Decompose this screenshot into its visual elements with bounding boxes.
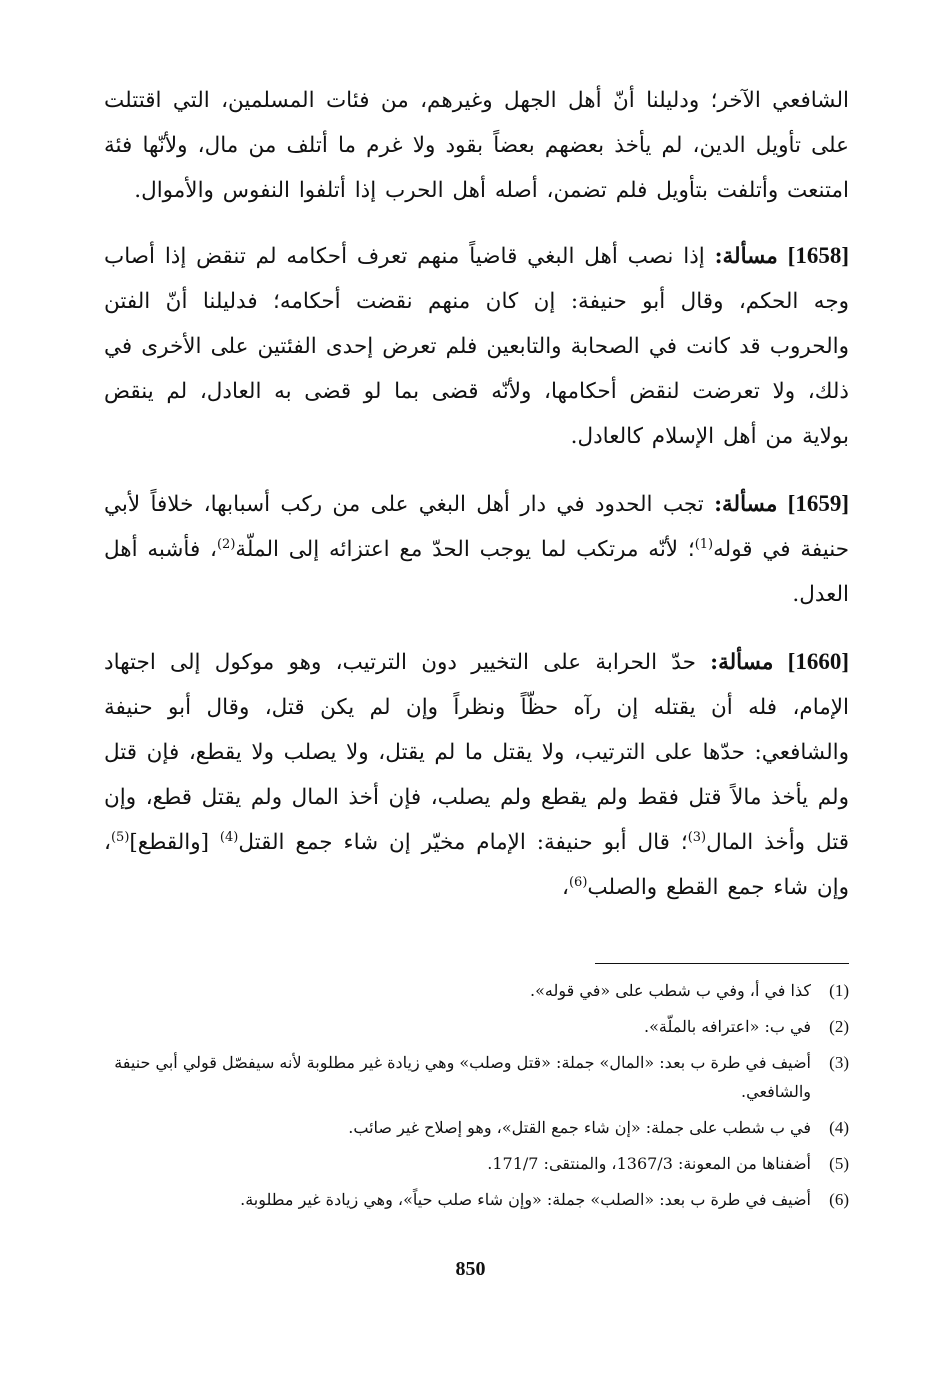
footnote-text: كذا في أ، وفي ب شطب على «في قوله». [530,981,811,1000]
footnotes [104,976,849,1221]
footnote-label: (6) [829,1190,849,1209]
footnote-ref: (2) [216,536,236,552]
issue-number: [1658] [787,243,849,268]
footnote-ref: (5) [110,829,130,845]
paragraph-text: ، فأشبه أهل العدل. [104,537,849,607]
paragraph-1660 [104,639,849,910]
paragraph-1658 [104,233,849,459]
footnote-ref: (3) [687,829,707,845]
issue-keyword: مسألة: [714,492,778,517]
footnote-text: في ب شطب على جملة: «إن شاء جمع القتل»، وهو إصلاح غير صائب. [348,1118,811,1137]
footnote-item [104,1185,849,1214]
footnote-item [104,1113,849,1142]
footnote-text: في ب: «اعترافه بالملّة». [643,1017,811,1036]
footnote-separator [595,963,849,964]
footnote-text: أضفناها من المعونة: 1367/3، والمنتقى: 171/7. [487,1154,811,1173]
paragraph-text: الشافعي الآخر؛ ودليلنا أنّ أهل الجهل وغيرهم، من فئات المسلمين، التي اقتتلت على تأويل الدين، لم يأخذ بعضهم بعضاً بقود ولا غرم ما أتلف من مال، ولأنّها فئة امتنعت وأتلفت بتأويل فلم تضمن، أصله أهل الحرب إذا أتلفوا النفوس والأموال. [104,88,849,203]
paragraph-continuation [104,78,849,213]
footnote-label: (5) [829,1154,849,1173]
issue-number: [1659] [787,491,849,516]
paragraph-text: ، وإن شاء جمع القطع والصلب [104,830,849,900]
page-number: 850 [455,1258,486,1280]
paragraph-text: حدّ الحرابة على التخيير دون الترتيب، وهو موكول إلى اجتهاد الإمام، فله أن يقتله إن رآه حظّاً ونظراً وإن لم يكن قتل، وقال أبو حنيفة والشافعي: حدّها على الترتيب، ولا يقتل ما لم يقتل، ولا يصلب ولا يقطع، فإن قتل ولم يأخذ مالاً قتل فقط ولم يقطع ولم يصلب، فإن أخذ المال ولم يقتل قطع، وإن قتل وأخذ المال [104,650,849,855]
paragraph-1659 [104,481,849,617]
footnote-ref: (1) [694,536,714,552]
footnote-item [104,1048,849,1106]
paragraph-text: ؛ قال أبو حنيفة: الإمام مخيّر إن شاء جمع القتل [238,830,688,855]
paragraph-text: ، [562,875,569,900]
paragraph-text: إذا نصب أهل البغي قاضياً منهم تعرف أحكامه لم تنقض إذا أصاب وجه الحكم، وقال أبو حنيفة: إن كان منهم نقضت أحكامه؛ فدليلنا أنّ الفتن والحروب قد كانت في الصحابة والتابعين فلم تعرض إحدى الفئتين على الأخرى في ذلك، ولا تعرضت لنقض أحكامها، ولأنّه قضى بما لو قضى به العادل، لم ينقض بولاية من أهل الإسلام كالعادل. [104,244,849,449]
footnote-text: أضيف في طرة ب بعد: «المال» جملة: «قتل وصلب» وهي زيادة غير مطلوبة لأنه سيفصّل قولي أبي حنيفة والشافعي. [114,1053,811,1101]
footnote-label: (2) [829,1017,849,1036]
footnote-item [104,1149,849,1178]
issue-number: [1660] [787,649,849,674]
issue-keyword: مسألة: [710,650,774,675]
paragraph-text: [والقطع] [129,830,220,855]
footnote-ref: (4) [219,829,239,845]
footnote-label: (1) [829,981,849,1000]
footnote-ref: (6) [568,874,588,890]
paragraph-text: ؛ لأنّه مرتكب لما يوجب الحدّ مع اعتزائه إلى الملّة [235,537,695,562]
footnote-item [104,976,849,1005]
page-body [104,78,849,932]
footnote-item [104,1012,849,1041]
paragraph-text: تجب الحدود في دار أهل البغي على من ركب أسبابها، خلافاً لأبي حنيفة في قوله [104,492,850,562]
footnote-label: (3) [829,1053,849,1072]
footnote-text: أضيف في طرة ب بعد: «الصلب» جملة: «وإن شاء صلب حياً»، وهي زيادة غير مطلوبة. [240,1190,811,1209]
footnote-label: (4) [829,1118,849,1137]
issue-keyword: مسألة: [714,244,778,269]
